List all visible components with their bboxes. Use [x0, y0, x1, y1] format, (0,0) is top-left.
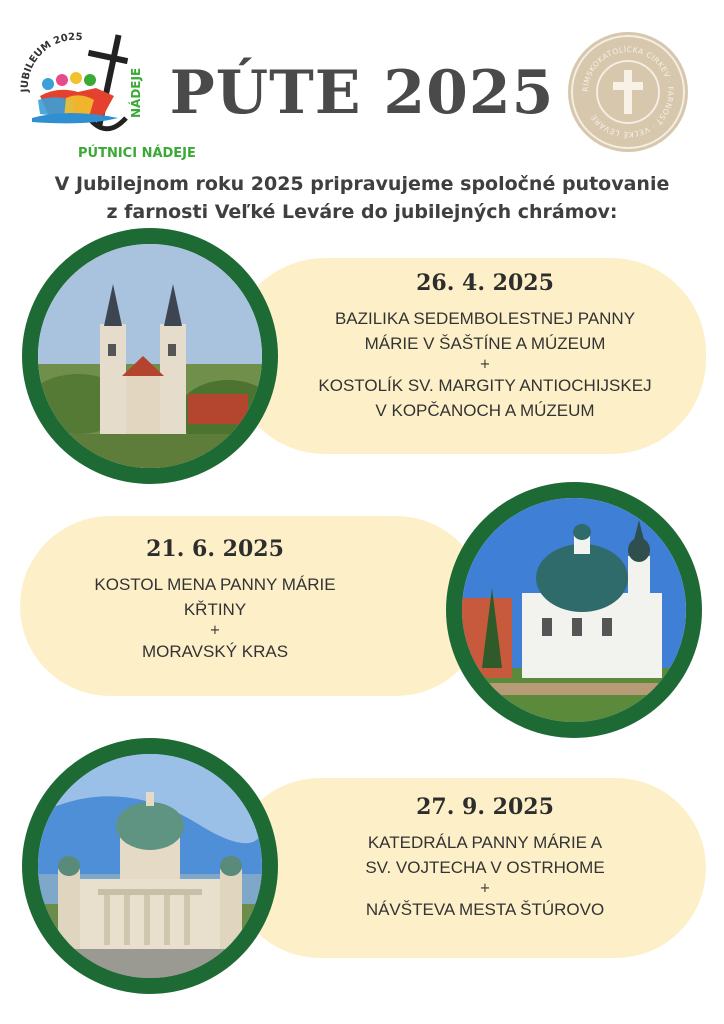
photo-ring-esztergom [22, 738, 278, 994]
trip-destination: KOSTOL MENA PANNY MÁRIE [94, 575, 336, 594]
trip-date: 27. 9. 2025 [416, 794, 554, 820]
trip-destination: V KOPČANOCH A MÚZEUM [375, 401, 595, 420]
basilica-esztergom-photo [38, 754, 262, 978]
trip-destination: NÁVŠTEVA MESTA ŠTÚROVO [365, 900, 605, 919]
intro-text [40, 170, 684, 226]
logo-arc-text: JUBILEUM 2025 [19, 31, 83, 93]
parish-seal [566, 30, 690, 154]
trip-destination: MORAVSKÝ KRAS [141, 642, 289, 661]
trip-date: 26. 4. 2025 [416, 270, 554, 296]
intro-line-2: z farnosti Veľké Leváre do jubilejných chrámov: [106, 201, 618, 223]
logo-caption: PÚTNICI NÁDEJE [78, 146, 196, 161]
church-krtiny-photo [462, 498, 686, 722]
trip-plus: + [479, 881, 491, 896]
trip-destination: KŘTINY [183, 600, 247, 619]
photo-ring-krtiny [446, 482, 702, 738]
trip-destination: SV. VOJTECHA V OSTRHOME [365, 858, 605, 877]
svg-text:NÁDEJE: NÁDEJE [129, 67, 143, 118]
trip-plus: + [479, 357, 491, 372]
seal-ring-text: RÍMSKOKATOLÍCKA CIRKEV · FARNOSŤ · VEĽKÉ LEVÁRE [580, 44, 676, 140]
trip-card-1 [230, 258, 706, 454]
trip-card-2 [20, 516, 486, 696]
trip-destination: KOSTOLÍK SV. MARGITY ANTIOCHIJSKEJ [318, 376, 652, 395]
trip-date: 21. 6. 2025 [146, 536, 284, 562]
photo-ring-sastin [22, 228, 278, 484]
trip-destination: BAZILIKA SEDEMBOLESTNEJ PANNY [334, 309, 636, 328]
trip-destination: KATEDRÁLA PANNY MÁRIE A [367, 833, 603, 852]
basilica-sastin-photo [38, 244, 262, 468]
trip-plus: + [209, 623, 221, 638]
trip-destination: MÁRIE V ŠAŠTÍNE A MÚZEUM [364, 334, 606, 353]
page-title: PÚTE 2025 [169, 58, 555, 128]
trip-card-3 [230, 778, 706, 958]
intro-line-1: V Jubilejnom roku 2025 pripravujeme spoločné putovanie [54, 173, 670, 195]
